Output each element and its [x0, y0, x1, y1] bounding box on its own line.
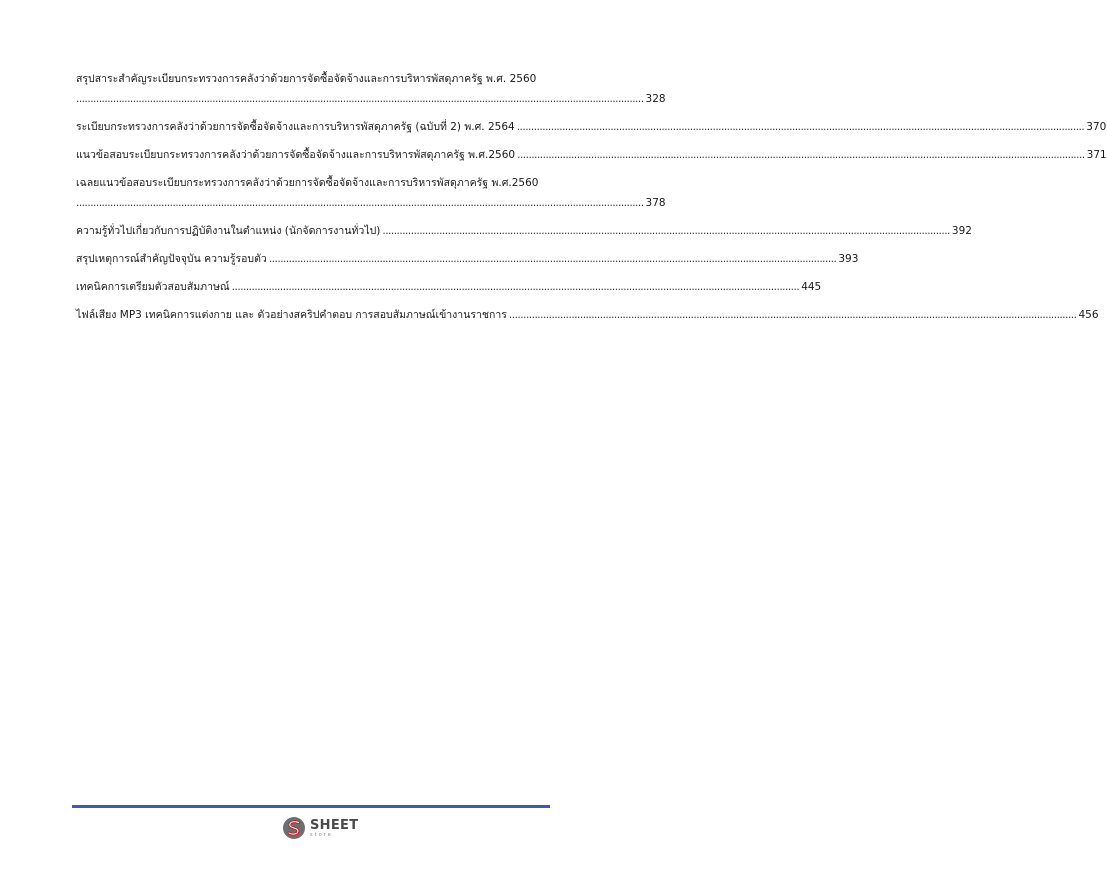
toc-entry-title: ระเบียบกระทรวงการคลังว่าด้วยการจัดซื้อจัดจ้างและการบริหารพัสดุภาครัฐ (ฉบับที่ 2) พ.ศ. 2564 — [76, 121, 515, 133]
sheet-logo-icon — [282, 816, 306, 840]
toc-page-number: 445 — [801, 281, 822, 293]
toc-page-number: 392 — [951, 225, 972, 237]
dot-leader — [76, 92, 644, 106]
dot-leader — [517, 120, 1085, 134]
brand-subtitle: store — [310, 831, 333, 838]
toc-entry[interactable] — [76, 72, 666, 106]
toc-entry[interactable] — [76, 224, 972, 238]
toc-page-number: 371 — [1086, 149, 1107, 161]
toc-page-number: 393 — [838, 253, 859, 265]
dot-leader — [509, 308, 1077, 322]
toc-entry[interactable] — [76, 252, 859, 266]
toc-entry-title: ไฟล์เสียง MP3 เทคนิคการแต่งกาย และ ตัวอย่างสคริปคำตอบ การสอบสัมภาษณ์เข้างานราชการ — [76, 309, 507, 321]
sheet-store-logo — [282, 816, 358, 840]
toc-entry[interactable] — [76, 176, 666, 210]
toc-entry-title: ความรู้ทั่วไปเกี่ยวกับการปฏิบัติงานในตำแหน่ง (นักจัดการงานทั่วไป) — [76, 225, 381, 237]
toc-entry[interactable] — [76, 120, 1107, 134]
dot-leader — [269, 252, 837, 266]
toc-entry-title: สรุปเหตุการณ์สำคัญปัจจุบัน ความรู้รอบตัว — [76, 253, 267, 265]
toc-page-number: 328 — [645, 93, 666, 105]
toc-entry-title: เทคนิคการเตรียมตัวสอบสัมภาษณ์ — [76, 281, 230, 293]
dot-leader — [382, 224, 950, 238]
toc-entry[interactable] — [76, 148, 1107, 162]
toc-page-number: 378 — [645, 197, 666, 209]
toc-entry[interactable] — [76, 280, 822, 294]
toc-entry[interactable] — [76, 308, 1099, 322]
toc-page-number: 370 — [1086, 121, 1107, 133]
brand-name: SHEET — [310, 817, 359, 833]
dot-leader — [76, 196, 644, 210]
footer-divider — [72, 805, 550, 808]
toc-page-number: 456 — [1078, 309, 1099, 321]
table-of-contents — [76, 72, 1107, 336]
dot-leader — [232, 280, 800, 294]
toc-entry-title: สรุปสาระสำคัญระเบียบกระทรวงการคลังว่าด้วยการจัดซื้อจัดจ้างและการบริหารพัสดุภาครัฐ พ.ศ. 2560 — [76, 73, 537, 85]
toc-entry-title: เฉลยแนวข้อสอบระเบียบกระทรวงการคลังว่าด้วยการจัดซื้อจัดจ้างและการบริหารพัสดุภาครัฐ พ.ศ.2560 — [76, 177, 539, 189]
dot-leader — [517, 148, 1085, 162]
toc-entry-title: แนวข้อสอบระเบียบกระทรวงการคลังว่าด้วยการจัดซื้อจัดจ้างและการบริหารพัสดุภาครัฐ พ.ศ.2560 — [76, 149, 516, 161]
